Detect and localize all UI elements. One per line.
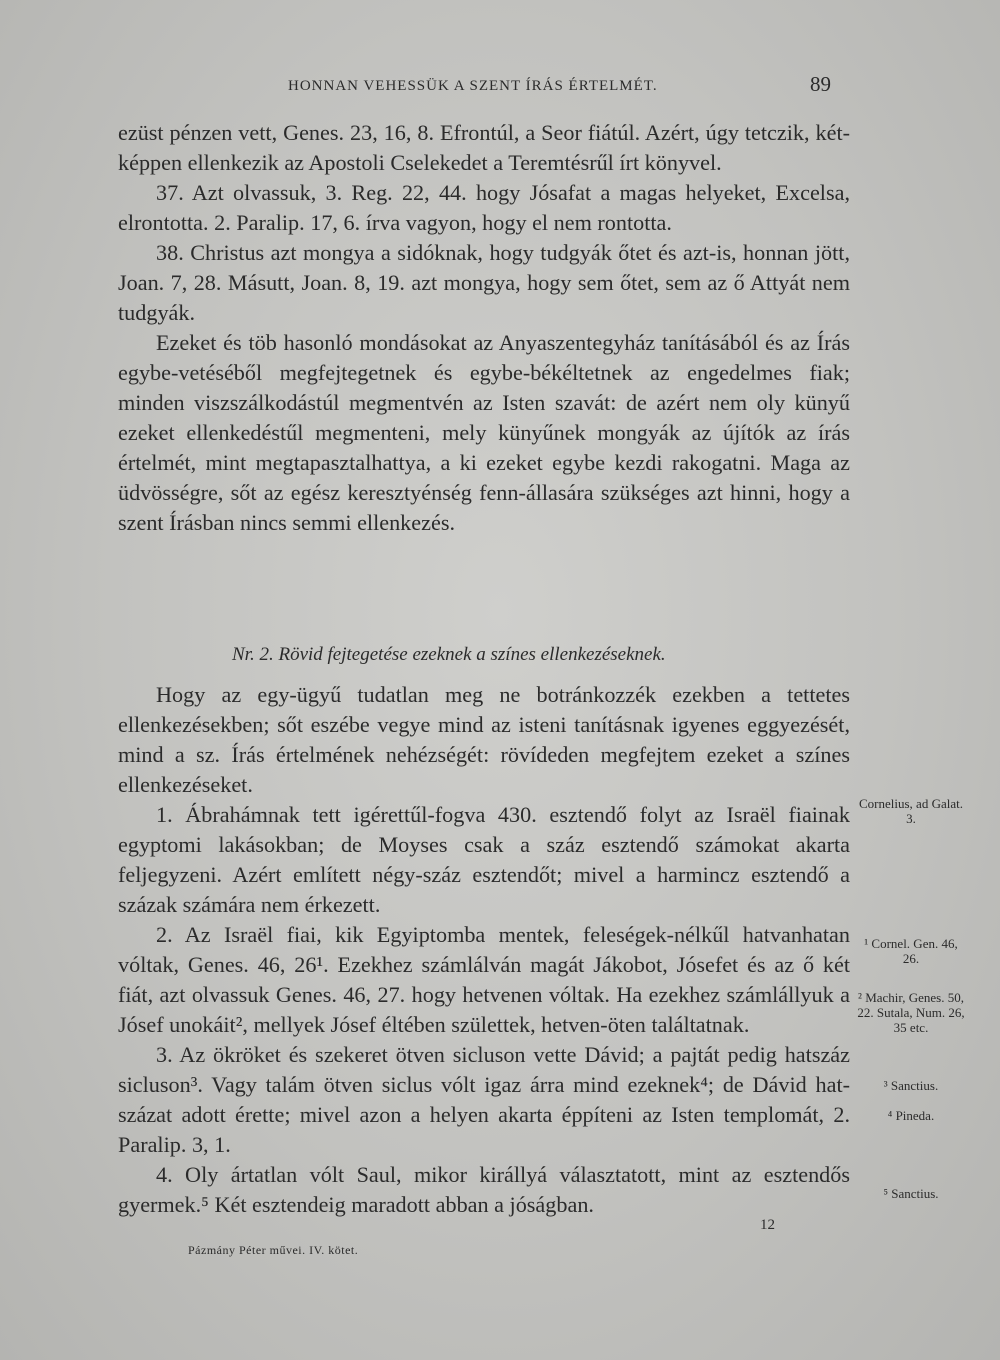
margin-note: Cornelius, ad Galat. 3. bbox=[859, 796, 963, 826]
paragraph: Ezeket és töb hasonló mondásokat az Anyaszentegyház tanításából és az Írás egybe-vetéséből megfejtegetnek és egybe-békéltetnek az engedelmes fiak; minden viszszálkodástúl megmentvén az Isten szavát: de azért nem oly künyű ezeket ellenkedéstűl megmenteni, mely künyűnek mongyák az újítók az írás értelmét, mint megtapasztalhattya, a ki ezeket egybe kezdi rakogatni. Maga az üdvösségre, sőt az egész keresztyénség fenn-állasára szükséges azt hinni, hogy a szent Írásban nincs semmi ellenkezés. bbox=[118, 330, 850, 535]
margin-note: ¹ Cornel. Gen. 46, 26. bbox=[864, 936, 958, 966]
paragraph: 2. Az Israël fiai, kik Egyiptomba mentek, feleségek-nélkűl hatvanhatan vóltak, Genes. 46, 26¹. Ezekhez számlálván magát Jákobot, Jósefet és az ő két fiát, azt olvassuk Genes. 46, 27. hogy hetvenen vóltak. Ha ezekhez számlállyuk a Jósef unokáit², mellyek Jósef éltében születtek, hetven-öten találtatnak. bbox=[118, 922, 850, 1037]
page-number: 89 bbox=[810, 72, 831, 96]
paragraph: ezüst pénzen vett, Genes. 23, 16, 8. Efrontúl, a Seor fiátúl. Azért, úgy tetczik, két-képpen ellenkezik az Apostoli Cselekedet a Teremtésrűl írt könyvel. bbox=[118, 120, 850, 175]
margin-note: ² Machir, Genes. 50, 22. Sutala, Num. 26, 35 etc. bbox=[857, 990, 965, 1035]
paragraph: 38. Christus azt mongya a sidóknak, hogy tudgyák őtet és azt-is, honnan jött, Joan. 7, 28. Másutt, Joan. 8, 19. azt mongya, hogy sem őtet, sem az ő Attyát nem tudgyák. bbox=[118, 240, 850, 325]
margin-note: ⁴ Pineda. bbox=[887, 1108, 935, 1123]
running-header: HONNAN VEHESSÜK A SZENT ÍRÁS ÉRTELMÉT. bbox=[288, 78, 658, 94]
text-block-1 bbox=[118, 118, 850, 538]
signature-number: 12 bbox=[760, 1217, 775, 1233]
paragraph: 1. Ábrahámnak tett igérettűl-fogva 430. esztendő folyt az Israël fiainak egyptomi lakásokban; de Moyses csak a száz esztendő számokat akarta feljegyzeni. Azért említett négy-száz esztendőt; mivel a harmincz esztendő a százak számára nem érkezett. bbox=[118, 802, 850, 917]
paragraph: Hogy az egy-ügyű tudatlan meg ne botránkozzék ezekben a tettetes ellenkezésekben; sőt eszébe vegye mind az isteni tanításnak igyenes eggyezését, mind a sz. Írás értelmének nehézségét: rövídeden megfejtem ezeket a színes ellenkezéseket. bbox=[118, 682, 850, 797]
paragraph: 3. Az ökröket és szekeret ötven sicluson vette Dávid; a pajtát pedig hatszáz sicluson³. Vagy talám ötven siclus vólt igaz árra mind ezeknek⁴; de Dávid hat-százat adott érette; mivel azon a helyen akarta éppíteni az Isten templomát, 2. Paralip. 3, 1. bbox=[118, 1042, 850, 1157]
margin-note: ⁵ Sanctius. bbox=[883, 1186, 939, 1201]
margin-note: ³ Sanctius. bbox=[883, 1078, 939, 1093]
paragraph: 37. Azt olvassuk, 3. Reg. 22, 44. hogy Jósafat a magas helyeket, Excelsa, elrontotta. 2. Paralip. 17, 6. írva vagyon, hogy el nem rontotta. bbox=[118, 180, 850, 235]
paragraph: 4. Oly ártatlan vólt Saul, mikor királlyá választatott, mint az esztendős gyermek.⁵ Két esztendeig maradott abban a jóságban. bbox=[118, 1162, 850, 1217]
printer-signature: Pázmány Péter művei. IV. kötet. bbox=[188, 1243, 359, 1257]
text-block-2 bbox=[118, 680, 850, 1220]
section-subheading: Nr. 2. Rövid fejtegetése ezeknek a színes ellenkezéseknek. bbox=[232, 644, 666, 665]
